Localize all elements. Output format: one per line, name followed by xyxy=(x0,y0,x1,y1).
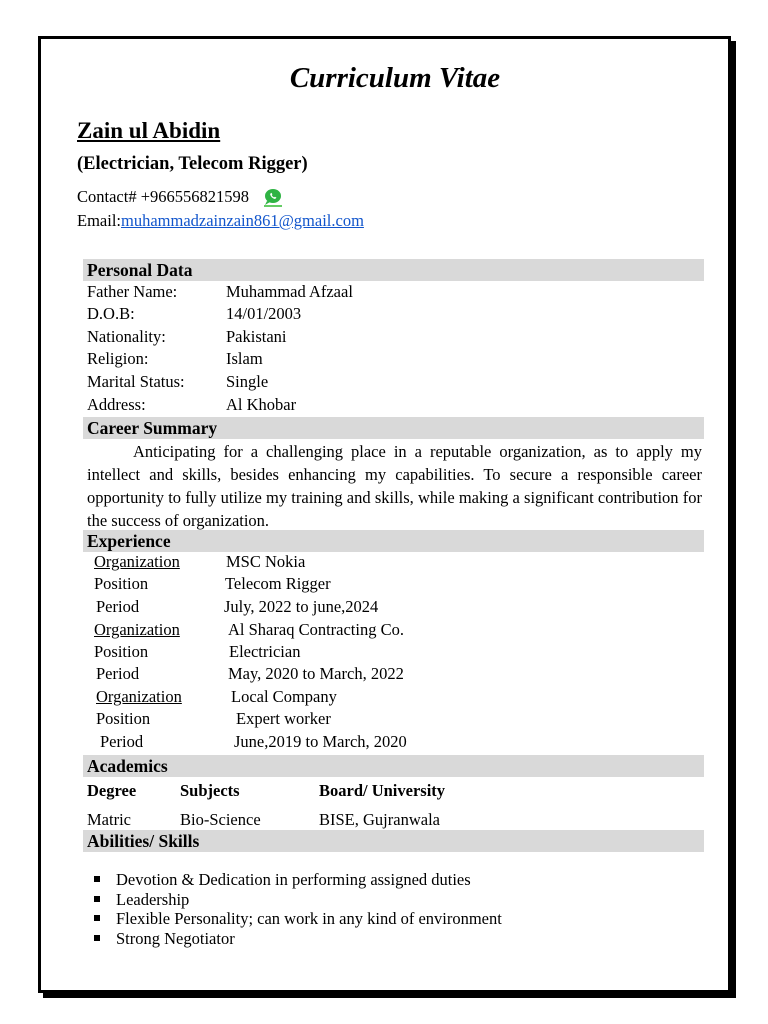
academics-cell: Bio-Science xyxy=(180,810,261,829)
document-title: Curriculum Vitae xyxy=(289,62,501,94)
experience-period: June,2019 to March, 2020 xyxy=(234,732,407,751)
personal-label: Religion: xyxy=(87,349,149,368)
experience-period-label: Period xyxy=(96,664,140,683)
personal-label: Father Name: xyxy=(87,282,178,301)
whatsapp-icon xyxy=(261,188,285,208)
candidate-name: Zain ul Abidin xyxy=(77,118,221,143)
experience-position: Telecom Rigger xyxy=(225,574,331,593)
candidate-role: (Electrician, Telecom Rigger) xyxy=(77,154,308,174)
email-label: Email: xyxy=(77,211,121,230)
experience-org-label: Organization xyxy=(94,620,180,639)
academics-header-board: Board/ University xyxy=(319,781,446,800)
skills-list xyxy=(93,870,502,948)
personal-label: Marital Status: xyxy=(87,372,185,391)
personal-value: Al Khobar xyxy=(226,395,297,414)
experience-org: Al Sharaq Contracting Co. xyxy=(228,620,404,639)
experience-period-label: Period xyxy=(100,732,144,751)
experience-position: Electrician xyxy=(229,642,301,661)
career-summary-text: Anticipating for a challenging place in a reputable organization, as to apply my intellect and skills, besides enhancing my capabilities. To secure a responsible career opportunity to fully utilize my training and skills, while making a significant contribution for the success of organization. xyxy=(87,442,702,530)
experience-position-label: Position xyxy=(96,709,151,728)
personal-value: Single xyxy=(226,372,269,391)
experience-period-label: Period xyxy=(96,597,140,616)
experience-position-label: Position xyxy=(94,574,149,593)
experience-org-label: Organization xyxy=(96,687,182,706)
academics-cell: BISE, Gujranwala xyxy=(319,810,440,829)
section-experience: Experience xyxy=(83,530,704,552)
email-line xyxy=(77,211,364,231)
academics-header-degree: Degree xyxy=(87,781,137,800)
skill-item: Flexible Personality; can work in any kind of environment xyxy=(93,909,502,929)
experience-position: Expert worker xyxy=(236,709,331,728)
academics-cell: Matric xyxy=(87,810,131,829)
section-skills: Abilities/ Skills xyxy=(83,830,704,852)
personal-value: Muhammad Afzaal xyxy=(226,282,353,301)
experience-period: May, 2020 to March, 2022 xyxy=(228,664,404,683)
contact-line xyxy=(77,187,285,208)
personal-value: Pakistani xyxy=(226,327,287,346)
skill-item: Leadership xyxy=(93,890,502,910)
personal-value: Islam xyxy=(226,349,263,368)
section-academics: Academics xyxy=(83,755,704,777)
email-link[interactable]: muhammadzainzain861@gmail.com xyxy=(121,211,364,230)
contact-number: Contact# +966556821598 xyxy=(77,187,250,206)
skill-item: Strong Negotiator xyxy=(93,929,502,949)
experience-period: July, 2022 to june,2024 xyxy=(224,597,379,616)
experience-org-label: Organization xyxy=(94,552,180,571)
skill-item: Devotion & Dedication in performing assigned duties xyxy=(93,870,502,890)
section-career-summary: Career Summary xyxy=(83,417,704,439)
section-personal-data: Personal Data xyxy=(83,259,704,281)
experience-org: MSC Nokia xyxy=(226,552,306,571)
personal-label: Nationality: xyxy=(87,327,166,346)
academics-header-subjects: Subjects xyxy=(180,781,240,800)
experience-org: Local Company xyxy=(231,687,337,706)
experience-position-label: Position xyxy=(94,642,149,661)
personal-label: D.O.B: xyxy=(87,304,135,323)
personal-value: 14/01/2003 xyxy=(226,304,302,323)
personal-label: Address: xyxy=(87,395,146,414)
